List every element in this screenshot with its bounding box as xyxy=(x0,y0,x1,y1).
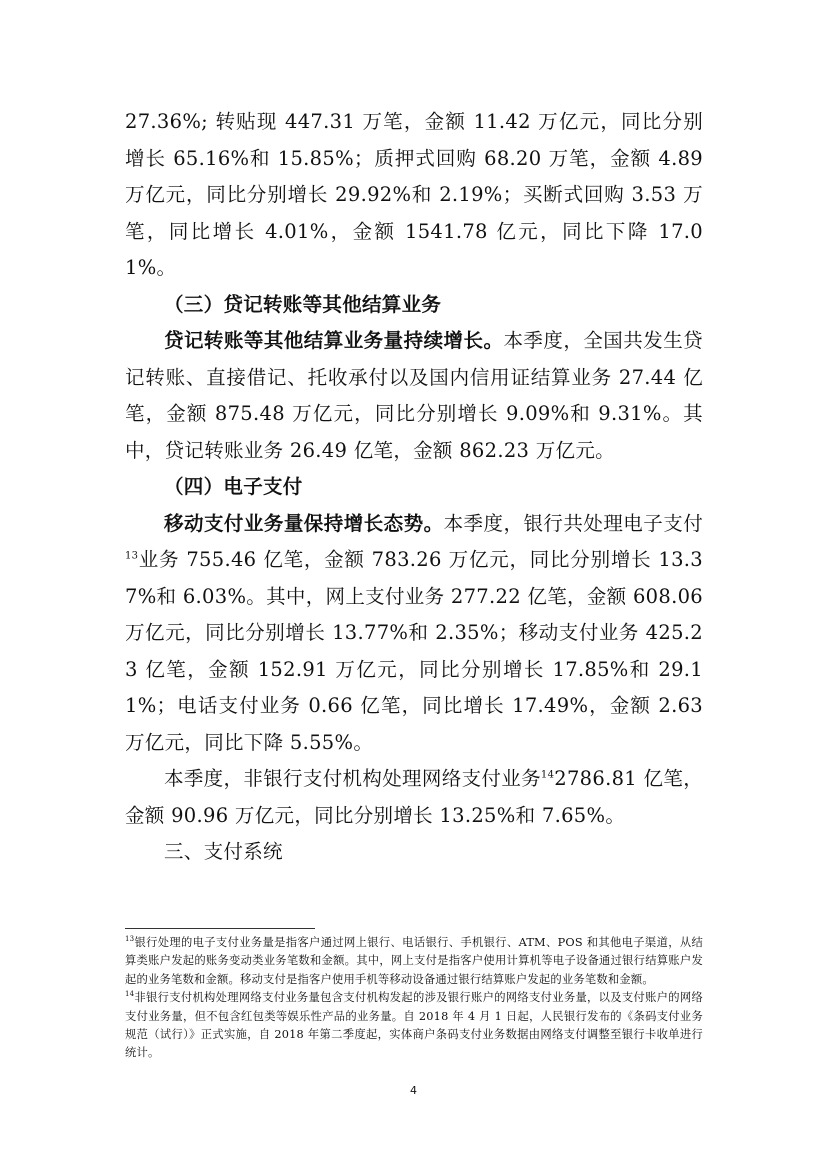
paragraph-lead-credit-transfer: 贷记转账等其他结算业务量持续增长。 xyxy=(164,329,504,352)
paragraph-text-epay-b: 业务 755.46 亿笔，金额 783.26 万亿元，同比分别增长 13.37%和 6.03%。其中，网上支付业务 277.22 亿笔，金额 608.06 万亿元，同比分别增长 13.77%和 2.35%；移动支付业务 425.23 亿笔，金额 152.91 万亿元，同比分别增长 17.85%和 29.11%；电话支付业务 0.66 亿笔，同比增长 17.49%，金额 2.63 万亿元，同比下降 5.55%。 xyxy=(125,548,703,754)
section-heading-payment-systems: 三、支付系统 xyxy=(164,840,283,863)
paragraph-electronic-payment xyxy=(125,506,703,762)
footnote-text-13: 银行处理的电子支付业务量是指客户通过网上银行、电话银行、手机银行、ATM、POS 和其他电子渠道，从结算类账户发起的账务变动类业务笔数和金额。其中，网上支付是指客户使用计算机等电子设备通过银行结算账户发起的业务笔数和金额。移动支付是指客户使用手机等移动设备通过银行结算账户发起的业务笔数和金额。 xyxy=(125,936,703,986)
body-content xyxy=(125,104,703,871)
heading-credit-transfer: （三）贷记转账等其他结算业务 xyxy=(164,292,442,316)
paragraph-text-nonbank-b: 2786.81 亿笔，金额 90.96 万亿元，同比分别增长 13.25%和 7.65%。 xyxy=(125,767,703,827)
footnote-divider xyxy=(125,928,315,929)
footnote-ref-14: 14 xyxy=(540,769,555,781)
paragraph-bill-continued: 27.36%; 转贴现 447.31 万笔，金额 11.42 万亿元，同比分别增长 65.16%和 15.85%；质押式回购 68.20 万笔，金额 4.89 万亿元，同比分别增长 29.92%和 2.19%；买断式回购 3.53 万笔，同比增长 4.01%，金额 1541.78 亿元，同比下降 17.01%。 xyxy=(125,110,703,279)
page-number: 4 xyxy=(410,1084,417,1097)
footnotes xyxy=(125,934,703,1063)
footnote-13 xyxy=(125,934,703,989)
footnote-number-13: 13 xyxy=(125,935,135,944)
paragraph-credit-transfer xyxy=(125,323,703,469)
footnote-ref-13: 13 xyxy=(125,550,139,562)
heading-electronic-payment: （四）电子支付 xyxy=(164,475,303,498)
paragraph-text-credit-transfer: 本季度，全国共发生贷记转账、直接借记、托收承付以及国内信用证结算业务 27.44 亿笔，金额 875.48 万亿元，同比分别增长 9.09%和 9.31%。其中，贷记转账业务 26.49 亿笔，金额 862.23 万亿元。 xyxy=(125,329,703,462)
footnote-number-14: 14 xyxy=(125,990,135,999)
footnote-14 xyxy=(125,989,703,1063)
paragraph-lead-mobile-payment: 移动支付业务量保持增长态势。 xyxy=(164,511,444,535)
paragraph-nonbank-payment xyxy=(125,761,703,834)
paragraph-text-epay-a: 本季度，银行共处理电子支付 xyxy=(443,511,704,535)
paragraph-text-nonbank-a: 本季度，非银行支付机构处理网络支付业务 xyxy=(164,767,541,790)
footnote-text-14: 非银行支付机构处理网络支付业务量包含支付机构发起的涉及银行账户的网络支付业务量，以及支付账户的网络支付业务量，但不包含红包类等娱乐性产品的业务量。自 2018 年 4 月 1 日起，人民银行发布的《条码支付业务规范（试行）》正式实施，自 2018 年第二季度起，实体商户条码支付业务数据由网络支付调整至银行卡收单进行统计。 xyxy=(125,991,703,1060)
